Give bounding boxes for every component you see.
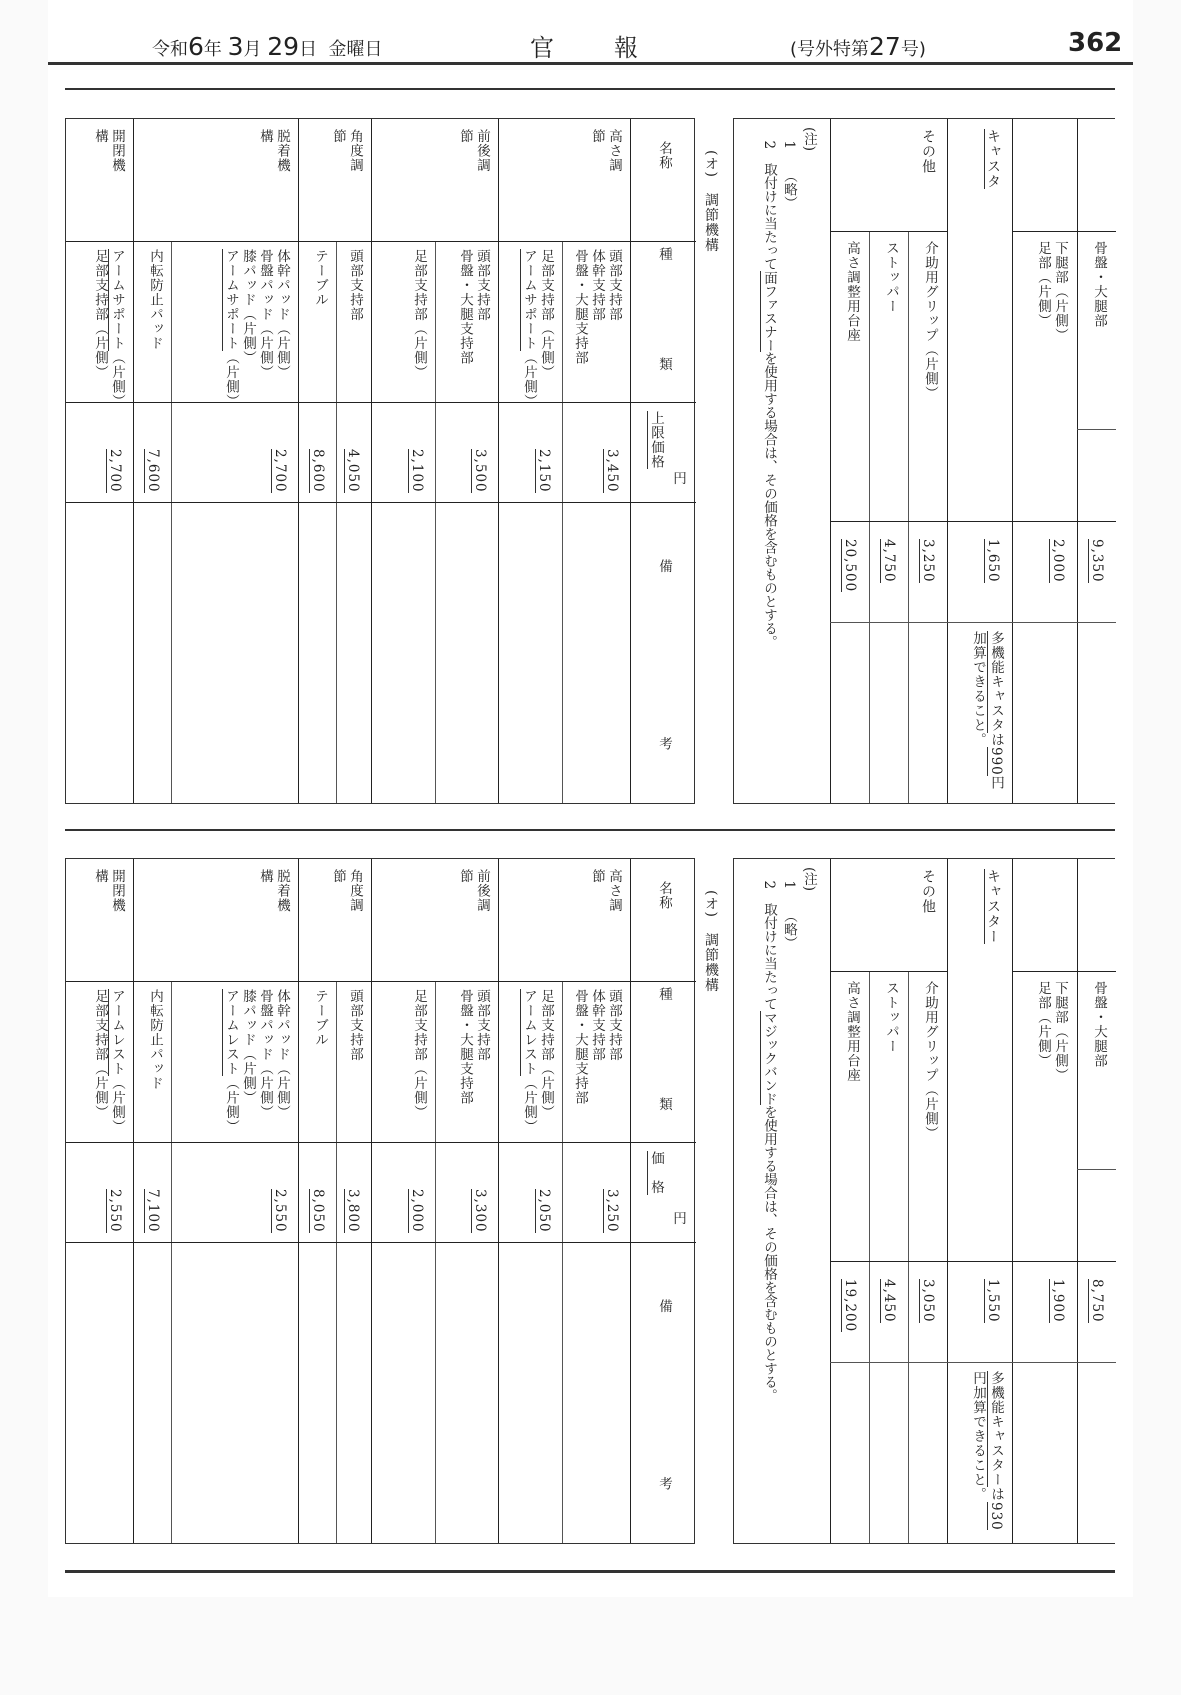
text-line: 3,500 xyxy=(472,449,488,493)
text-line: アームサポート（片側） xyxy=(521,249,537,409)
row-price xyxy=(872,539,897,583)
text-line: 頭部支持部 xyxy=(606,989,622,1062)
row-name xyxy=(373,869,490,913)
text-line: テーブル xyxy=(312,989,328,1047)
row-divider xyxy=(1012,971,1116,972)
column-divider xyxy=(133,119,134,803)
text-line: 3,250 xyxy=(920,539,936,583)
year-unit: 年 xyxy=(203,39,222,60)
table-footnote xyxy=(739,127,819,797)
text-line: 体幹支持部 xyxy=(589,989,605,1062)
row-type xyxy=(911,241,938,401)
text-line: 骨盤・大腿支持部 xyxy=(457,249,473,365)
header-type xyxy=(655,247,672,385)
text-line: 価 格 xyxy=(648,1151,664,1195)
text-line: 脱着機 xyxy=(274,869,290,913)
adjustment-mechanism-table xyxy=(65,858,695,1544)
text-line: 足部支持部（片側） xyxy=(538,249,554,380)
row-type xyxy=(336,249,363,322)
text-line: 骨盤・大腿部 xyxy=(1091,241,1107,328)
issue-prefix: (号外特第 xyxy=(790,39,870,60)
row-divider xyxy=(1077,1169,1116,1170)
text-line: 骨盤・大腿支持部 xyxy=(457,989,473,1105)
month: 3 xyxy=(227,32,244,61)
row-note xyxy=(948,1371,1005,1539)
text-line: 足部支持部（片側） xyxy=(92,989,108,1120)
row-divider xyxy=(66,402,696,403)
row-divider xyxy=(66,502,696,503)
row-type xyxy=(1015,981,1068,1083)
text-line: 4,750 xyxy=(881,539,897,583)
row-divider xyxy=(1012,231,1116,232)
text-line: ストッパー xyxy=(883,981,899,1054)
row-price xyxy=(144,449,161,493)
month-unit: 月 xyxy=(243,39,262,60)
text-line: 8,050 xyxy=(310,1189,326,1233)
row-type xyxy=(1080,241,1107,328)
column-divider xyxy=(630,859,631,1543)
row-price xyxy=(950,539,1001,583)
row-name xyxy=(300,869,363,913)
text-line: 節 xyxy=(457,869,473,884)
row-type xyxy=(371,249,427,380)
text-line: 4,450 xyxy=(881,1279,897,1323)
issue-suffix: 号) xyxy=(900,39,926,60)
text-line: 備 考 xyxy=(656,559,672,772)
row-divider xyxy=(830,971,947,972)
row-type xyxy=(872,981,899,1054)
text-line: 節 xyxy=(330,129,346,144)
row-divider xyxy=(830,521,1116,522)
row-type xyxy=(1080,981,1107,1068)
row-price xyxy=(833,1279,858,1332)
text-line: 骨盤・大腿部 xyxy=(1091,981,1107,1068)
text-line: 足部支持部（片側） xyxy=(411,249,427,380)
row-type xyxy=(298,989,328,1047)
text-line: 下腿部（片側） xyxy=(1052,981,1068,1083)
text-line: テーブル xyxy=(312,249,328,307)
text-line: アームサポート（片側） xyxy=(223,249,239,409)
text-line: アームレスト（片側） xyxy=(109,989,125,1134)
page-number: 362 xyxy=(1068,28,1123,58)
issue-number xyxy=(790,32,926,66)
text-line: 頭部支持部 xyxy=(347,989,363,1062)
section-title: (オ) 調節機構 xyxy=(703,150,719,253)
text-line: 足部支持部（片側） xyxy=(411,989,427,1120)
column-divider xyxy=(298,119,299,803)
row-divider xyxy=(830,1261,1116,1262)
row-price xyxy=(408,1189,425,1233)
row-type xyxy=(435,249,490,365)
text-line: 脱着機 xyxy=(274,129,290,173)
row-price xyxy=(535,1189,552,1233)
text-line: 4,050 xyxy=(345,449,361,493)
text-line: 多機能キャスタは990円加算できること。 xyxy=(970,631,1004,791)
bottom-rule xyxy=(65,1570,1115,1573)
text-line: 種 類 xyxy=(656,987,672,1125)
footnote-item-1: 1 （略） xyxy=(781,867,797,950)
text-line: 3,050 xyxy=(920,1279,936,1323)
text-line: 2,550 xyxy=(107,1189,123,1233)
header-name xyxy=(655,141,672,170)
row-name xyxy=(135,869,290,913)
text-line: 名称 xyxy=(656,141,672,170)
row-name xyxy=(500,869,622,913)
row-divider xyxy=(66,981,696,982)
footnote-label: (注) xyxy=(801,867,817,892)
row-price xyxy=(603,1189,620,1233)
text-line: 8,600 xyxy=(310,449,326,493)
day-unit: 日 xyxy=(299,39,318,60)
text-line: 前後調 xyxy=(474,129,490,173)
text-line: 2,050 xyxy=(536,1189,552,1233)
text-line: 介助用グリップ（片側） xyxy=(922,981,938,1141)
adjustment-mechanism-table xyxy=(65,118,695,804)
row-divider xyxy=(66,241,696,242)
row-price xyxy=(344,449,361,493)
text-line: 内転防止パッド xyxy=(147,989,163,1091)
row-price xyxy=(950,1279,1001,1323)
row-price xyxy=(106,1189,123,1233)
column-divider xyxy=(630,119,631,803)
text-line: 足部（片側） xyxy=(1035,981,1051,1068)
equipment-price-table xyxy=(733,858,1115,1544)
text-line: 円 xyxy=(670,1211,686,1226)
text-line: 高さ調整用台座 xyxy=(844,981,860,1083)
row-divider xyxy=(830,231,947,232)
row-name xyxy=(68,869,125,913)
text-line: キャスター xyxy=(985,869,1001,944)
row-type xyxy=(833,981,860,1083)
row-price xyxy=(144,1189,161,1233)
text-line: 3,250 xyxy=(604,1189,620,1233)
text-line: 高さ調整用台座 xyxy=(844,241,860,343)
footnote-item-2: 2 取付けに当たってマジックバンドを使用する場合は、その価格を含むものとする。 xyxy=(761,867,777,1403)
text-line: 名称 xyxy=(656,881,672,910)
text-line: アームレスト（片側） xyxy=(521,989,537,1134)
column-divider xyxy=(498,119,499,803)
text-line: 骨盤パッド（片側） xyxy=(257,989,273,1120)
row-type xyxy=(562,989,622,1105)
text-line: キャスタ xyxy=(985,129,1001,189)
text-line: 9,350 xyxy=(1089,539,1105,583)
text-line: 角度調 xyxy=(347,129,363,173)
row-type xyxy=(911,981,938,1141)
text-line: 2,150 xyxy=(536,449,552,493)
text-line: 上限価格 xyxy=(648,411,664,469)
header-name xyxy=(655,881,672,910)
text-line: 構 xyxy=(257,129,273,144)
text-line: 19,200 xyxy=(842,1279,858,1333)
era: 令和 xyxy=(152,39,188,60)
column-divider xyxy=(830,119,831,803)
weekday: 金曜日 xyxy=(328,39,383,60)
row-type xyxy=(833,241,860,343)
text-line: 下腿部（片側） xyxy=(1052,241,1068,343)
column-divider xyxy=(498,859,499,1543)
header-price-unit xyxy=(669,471,686,486)
text-line: その他 xyxy=(920,129,936,174)
row-price xyxy=(309,449,326,493)
text-line: 節 xyxy=(330,869,346,884)
row-name xyxy=(950,129,1001,189)
header-date xyxy=(152,32,383,66)
row-divider xyxy=(66,1142,696,1143)
column-divider xyxy=(908,231,909,803)
row-type xyxy=(562,249,622,365)
text-line: 高さ調 xyxy=(606,869,622,913)
row-price xyxy=(471,1189,488,1233)
text-line: 節 xyxy=(589,129,605,144)
text-line: 種 類 xyxy=(656,247,672,385)
column-divider xyxy=(371,859,372,1543)
row-type xyxy=(435,989,490,1105)
row-divider xyxy=(66,1242,696,1243)
text-line: 1,900 xyxy=(1050,1279,1066,1323)
row-price xyxy=(471,449,488,493)
text-line: 多機能キャスターは930円加算できること。 xyxy=(970,1371,1004,1531)
text-line: ストッパー xyxy=(883,241,899,314)
row-divider xyxy=(830,1362,1116,1363)
header-price xyxy=(647,411,664,469)
text-line: 構 xyxy=(92,869,108,884)
text-line: 構 xyxy=(92,129,108,144)
text-line: 高さ調 xyxy=(606,129,622,173)
text-line: 3,300 xyxy=(472,1189,488,1233)
header-note xyxy=(655,1299,672,1512)
year: 6 xyxy=(188,32,204,61)
text-line: 3,450 xyxy=(604,449,620,493)
footnote-item-1: 1 （略） xyxy=(781,127,797,210)
header-price xyxy=(647,1151,664,1195)
row-price xyxy=(535,449,552,493)
row-price xyxy=(1015,1279,1066,1323)
header-price-unit xyxy=(669,1211,686,1226)
row-price xyxy=(872,1279,897,1323)
column-divider xyxy=(336,981,337,1543)
text-line: 8,750 xyxy=(1089,1279,1105,1323)
row-price xyxy=(106,449,123,493)
row-price xyxy=(271,449,288,493)
row-type xyxy=(371,989,427,1120)
row-type xyxy=(66,249,125,409)
text-line: 構 xyxy=(257,869,273,884)
footnote-label: (注) xyxy=(801,127,817,152)
text-line: 膝パッド（片側） xyxy=(240,989,256,1105)
row-note xyxy=(948,631,1005,799)
text-line: 前後調 xyxy=(474,869,490,913)
row-price xyxy=(911,539,936,583)
text-line: アームレスト（片側） xyxy=(223,989,239,1134)
equipment-price-table xyxy=(733,118,1115,804)
row-name xyxy=(500,129,622,173)
text-line: 2,100 xyxy=(409,449,425,493)
row-name xyxy=(373,129,490,173)
text-line: 体幹支持部 xyxy=(589,249,605,322)
text-line: 膝パッド（片側） xyxy=(240,249,256,365)
column-divider xyxy=(1012,119,1013,803)
row-type xyxy=(171,249,290,409)
row-type xyxy=(171,989,290,1134)
text-line: 体幹パッド（片側） xyxy=(274,249,290,380)
row-name xyxy=(300,129,363,173)
text-line: 足部支持部（片側） xyxy=(538,989,554,1120)
row-divider xyxy=(1077,429,1116,430)
text-line: 2,700 xyxy=(272,449,288,493)
top-rule xyxy=(65,88,1115,90)
text-line: 介助用グリップ（片側） xyxy=(922,241,938,401)
text-line: 7,100 xyxy=(145,1189,161,1233)
column-divider xyxy=(869,971,870,1543)
issue-num: 27 xyxy=(869,32,901,61)
publication-title: 官報 xyxy=(530,34,698,62)
text-line: 2,550 xyxy=(272,1189,288,1233)
row-price xyxy=(1015,539,1066,583)
text-line: 2,000 xyxy=(409,1189,425,1233)
text-line: 足部（片側） xyxy=(1035,241,1051,328)
row-type xyxy=(298,249,328,307)
row-name xyxy=(911,869,936,914)
text-line: 開閉機 xyxy=(109,129,125,173)
text-line: 体幹パッド（片側） xyxy=(274,989,290,1120)
text-line: 骨盤・大腿支持部 xyxy=(572,249,588,365)
column-divider xyxy=(830,859,831,1543)
text-line: 角度調 xyxy=(347,869,363,913)
text-line: 7,600 xyxy=(145,449,161,493)
header-note xyxy=(655,559,672,772)
middle-rule xyxy=(65,829,1115,831)
text-line: 円 xyxy=(670,471,686,486)
row-type xyxy=(336,989,363,1062)
column-divider xyxy=(869,231,870,803)
text-line: アームサポート（片側） xyxy=(109,249,125,409)
text-line: 内転防止パッド xyxy=(147,249,163,351)
column-divider xyxy=(908,971,909,1543)
text-line: 頭部支持部 xyxy=(606,249,622,322)
row-price xyxy=(833,539,858,592)
row-price xyxy=(911,1279,936,1323)
row-price xyxy=(408,449,425,493)
row-price xyxy=(344,1189,361,1233)
row-type xyxy=(498,249,554,409)
text-line: 1,550 xyxy=(985,1279,1001,1323)
footnote-item-2: 2 取付けに当たって面ファスナーを使用する場合は、その価格を含むものとする。 xyxy=(761,127,777,649)
row-price xyxy=(1080,539,1105,583)
column-divider xyxy=(298,859,299,1543)
row-price xyxy=(603,449,620,493)
row-price xyxy=(309,1189,326,1233)
text-line: 頭部支持部 xyxy=(474,989,490,1062)
text-line: 開閉機 xyxy=(109,869,125,913)
column-divider xyxy=(371,119,372,803)
column-divider xyxy=(1012,859,1013,1543)
text-line: 2,000 xyxy=(1050,539,1066,583)
table-footnote xyxy=(739,867,819,1537)
text-line: 頭部支持部 xyxy=(347,249,363,322)
row-divider xyxy=(830,622,1116,623)
header-rule xyxy=(48,62,1133,65)
row-name xyxy=(950,869,1001,944)
text-line: 骨盤・大腿支持部 xyxy=(572,989,588,1105)
text-line: 節 xyxy=(457,129,473,144)
header-type xyxy=(655,987,672,1125)
row-name xyxy=(911,129,936,174)
column-divider xyxy=(336,241,337,803)
row-type xyxy=(498,989,554,1134)
text-line: 足部支持部（片側） xyxy=(92,249,108,380)
section-title: (オ) 調節機構 xyxy=(703,890,719,993)
text-line: 備 考 xyxy=(656,1299,672,1512)
text-line: 節 xyxy=(589,869,605,884)
row-name xyxy=(68,129,125,173)
row-type xyxy=(1015,241,1068,343)
text-line: 1,650 xyxy=(985,539,1001,583)
column-divider xyxy=(1077,119,1078,803)
text-line: その他 xyxy=(920,869,936,914)
row-type xyxy=(66,989,125,1134)
row-type xyxy=(872,241,899,314)
day: 29 xyxy=(267,32,300,61)
text-line: 頭部支持部 xyxy=(474,249,490,322)
row-name xyxy=(135,129,290,173)
row-price xyxy=(1080,1279,1105,1323)
text-line: 骨盤パッド（片側） xyxy=(257,249,273,380)
text-line: 3,800 xyxy=(345,1189,361,1233)
text-line: 2,700 xyxy=(107,449,123,493)
row-type xyxy=(133,249,163,351)
row-type xyxy=(133,989,163,1091)
column-divider xyxy=(133,859,134,1543)
row-price xyxy=(271,1189,288,1233)
column-divider xyxy=(1077,859,1078,1543)
text-line: 20,500 xyxy=(842,539,858,593)
